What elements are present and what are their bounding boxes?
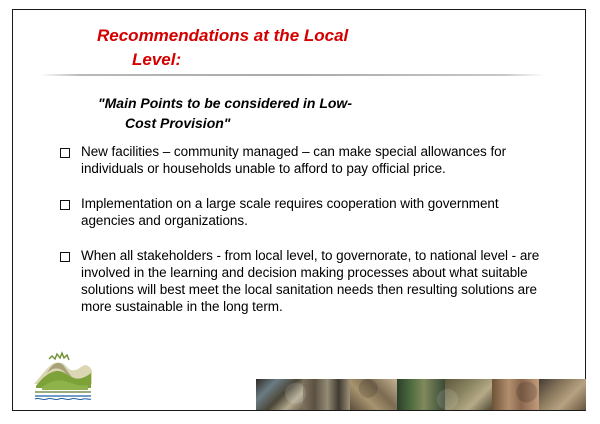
square-bullet-icon (60, 200, 70, 210)
footer-photo-4 (397, 379, 444, 410)
bullet-text-2: Implementation on a large scale requires cooperation with government agencies and organizations. (81, 196, 499, 228)
title-divider (40, 74, 545, 76)
square-bullet-icon (60, 252, 70, 262)
footer-photo-3 (350, 379, 397, 410)
slide-title (97, 24, 387, 72)
bullet-item-1 (60, 143, 550, 177)
bullet-item-2 (60, 195, 550, 229)
footer-photo-1 (256, 379, 303, 410)
footer-photo-7 (539, 379, 586, 410)
bullet-text-3: When all stakeholders - from local level, to governorate, to national level - are involved in the learning and decision making processes about what suitable solutions will best meet the local sanitation needs then resulting solutions are more sustainable in the long term. (81, 248, 540, 314)
bullet-text-1: New facilities – community managed – can make special allowances for individuals or households unable to afford to pay official price. (81, 144, 507, 176)
bullet-item-3 (60, 247, 550, 315)
organization-logo-icon (29, 348, 95, 406)
square-bullet-icon (60, 148, 70, 158)
slide-title-line-2: Level: (132, 50, 182, 69)
footer-photo-5 (445, 379, 492, 410)
footer-photo-strip (256, 379, 586, 410)
slide-subtitle-line-1: "Main Points to be considered in Low- (98, 95, 352, 111)
slide-title-line-1: Recommendations at the Local (97, 26, 349, 45)
footer-photo-6 (492, 379, 539, 410)
slide-subtitle (98, 93, 398, 133)
slide-subtitle-line-2: Cost Provision" (125, 115, 231, 131)
bullet-list (60, 143, 550, 333)
footer-photo-2 (303, 379, 350, 410)
